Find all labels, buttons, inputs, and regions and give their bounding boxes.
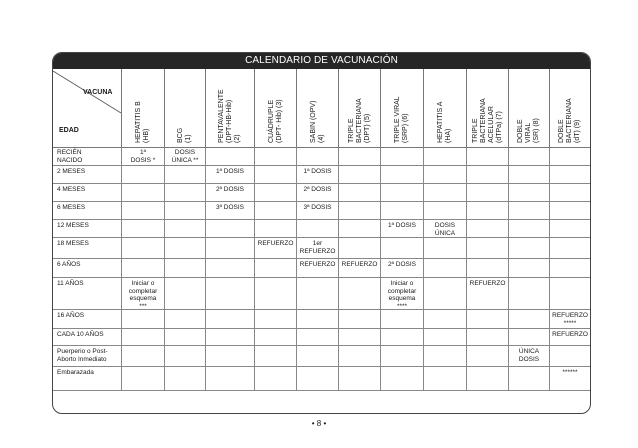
dose-cell (508, 202, 549, 219)
dose-cell (296, 220, 338, 237)
vaccine-header (164, 69, 205, 147)
dose-cell (296, 310, 338, 328)
vaccine-header-label: BCG (1) (177, 127, 192, 143)
dose-cell (508, 220, 549, 237)
header-corner (53, 69, 121, 147)
table-title: CALENDARIO DE VACUNACIÓN (53, 53, 590, 69)
vaccine-header (254, 69, 296, 147)
dose-cell (296, 329, 338, 345)
dose-cell (508, 147, 549, 165)
age-cell: 6 MESES (57, 204, 86, 211)
dose-cell (164, 238, 205, 258)
vaccine-header-label: DOBLE VIRAL (SR) (8) (517, 118, 540, 143)
dose-cell (380, 202, 423, 219)
table-row (53, 259, 590, 278)
edad-label: EDAD (59, 127, 79, 134)
dose-cell: DOSIS ÚNICA (423, 220, 466, 237)
vaccination-calendar-table (52, 52, 591, 414)
dose-cell (205, 220, 254, 237)
dose-cell (164, 310, 205, 328)
age-cell: 16 AÑOS (57, 312, 85, 319)
dose-cell: 3ª DOSIS (205, 202, 254, 219)
dose-cell (508, 238, 549, 258)
dose-cell: ÚNICA DOSIS (508, 346, 549, 366)
dose-cell (254, 310, 296, 328)
dose-cell (338, 184, 380, 201)
dose-cell (380, 166, 423, 183)
vaccine-header-label: HEPATITIS B (HB) (135, 101, 150, 143)
dose-cell (380, 367, 423, 390)
dose-cell (380, 184, 423, 201)
vaccine-header-label: SABIN (OPV) (4) (309, 100, 325, 143)
dose-cell (338, 166, 380, 183)
vaccine-header (205, 69, 254, 147)
vaccine-header-label: TRIPLE VIRAL (SRP) (6) (394, 96, 409, 143)
dose-cell (254, 147, 296, 165)
dose-cell (466, 202, 508, 219)
dose-cell: DOSIS ÚNICA ** (164, 147, 205, 165)
dose-cell (380, 238, 423, 258)
dose-cell (338, 238, 380, 258)
table-row (53, 166, 590, 184)
dose-cell (380, 329, 423, 345)
dose-cell (205, 310, 254, 328)
age-cell: 4 MESES (57, 186, 86, 193)
table-header (53, 69, 590, 148)
dose-cell (254, 346, 296, 366)
dose-cell: 2ª DOSIS (296, 184, 338, 201)
table-row (53, 202, 590, 220)
dose-cell: REFUERZO (466, 278, 508, 309)
table-row (53, 238, 590, 259)
dose-cell (423, 238, 466, 258)
dose-cell (121, 166, 164, 183)
vaccine-header (423, 69, 466, 147)
dose-cell (380, 147, 423, 165)
dose-cell (205, 346, 254, 366)
dose-cell (549, 147, 590, 165)
dose-cell (164, 367, 205, 390)
dose-cell (380, 310, 423, 328)
dose-cell (254, 259, 296, 277)
dose-cell (508, 278, 549, 309)
dose-cell (121, 259, 164, 277)
dose-cell (254, 220, 296, 237)
table-row (53, 278, 590, 310)
vaccine-header-label: PENTAVALENTE (DPT-HB-Hib) (2) (218, 89, 241, 143)
dose-cell (423, 329, 466, 345)
dose-cell (164, 259, 205, 277)
vaccine-header (338, 69, 380, 147)
dose-cell (254, 278, 296, 309)
dose-cell (508, 184, 549, 201)
dose-cell (549, 259, 590, 277)
dose-cell: REFUERZO (338, 259, 380, 277)
dose-cell (296, 346, 338, 366)
dose-cell (549, 278, 590, 309)
dose-cell (254, 329, 296, 345)
dose-cell: 2ª DOSIS (380, 259, 423, 277)
dose-cell (121, 329, 164, 345)
vaccine-header-label: TRIPLE BACTERIANA (DPT) (5) (347, 98, 371, 143)
dose-cell (338, 346, 380, 366)
dose-cell (338, 367, 380, 390)
dose-cell (254, 184, 296, 201)
dose-cell (121, 184, 164, 201)
dose-cell (121, 220, 164, 237)
dose-cell (380, 346, 423, 366)
vaccine-header-label: TRIPLE BACTERIANA ACELULAR (dTPa) (7) (471, 98, 503, 143)
dose-cell: 1ª DOSIS (205, 166, 254, 183)
dose-cell (338, 329, 380, 345)
dose-cell: Iniciar o completar esquema *** (121, 278, 164, 309)
corner-diagonal (53, 69, 121, 147)
vaccine-header (121, 69, 164, 147)
dose-cell (466, 329, 508, 345)
dose-cell: REFUERZO ***** (549, 310, 590, 328)
dose-cell (338, 202, 380, 219)
dose-cell (466, 220, 508, 237)
table-row (53, 346, 590, 367)
vaccine-header-label: DOBLE BACTERIANA (dT) (9) (558, 98, 581, 143)
table-row (53, 310, 590, 329)
vaccine-header (508, 69, 549, 147)
dose-cell: 1ª DOSIS * (121, 147, 164, 165)
dose-cell (423, 310, 466, 328)
dose-cell (205, 329, 254, 345)
dose-cell (296, 367, 338, 390)
dose-cell (205, 238, 254, 258)
dose-cell (423, 166, 466, 183)
dose-cell (121, 310, 164, 328)
dose-cell (423, 202, 466, 219)
dose-cell: 3ª DOSIS (296, 202, 338, 219)
age-cell: 11 AÑOS (57, 280, 84, 287)
dose-cell: REFUERZO (549, 329, 590, 345)
table-row (53, 329, 590, 346)
table-row (53, 367, 590, 391)
dose-cell (466, 310, 508, 328)
dose-cell (549, 220, 590, 237)
dose-cell (164, 184, 205, 201)
dose-cell (338, 220, 380, 237)
age-cell: Puerperio o Post- Aborto Inmediato (57, 348, 108, 363)
dose-cell (164, 278, 205, 309)
dose-cell: REFUERZO (296, 259, 338, 277)
dose-cell (164, 202, 205, 219)
age-cell: Embarazada (57, 369, 94, 376)
dose-cell (549, 202, 590, 219)
dose-cell (466, 367, 508, 390)
table-row (53, 220, 590, 238)
vacuna-label: VACUNA (83, 89, 113, 96)
vaccine-header (549, 69, 590, 147)
dose-cell (338, 278, 380, 309)
age-cell: 12 MESES (57, 222, 89, 229)
dose-cell (121, 202, 164, 219)
dose-cell (296, 278, 338, 309)
page-number: • 8 • (311, 419, 327, 428)
dose-cell (164, 329, 205, 345)
dose-cell: ****** (549, 367, 590, 390)
dose-cell: 2ª DOSIS (205, 184, 254, 201)
dose-cell (338, 147, 380, 165)
dose-cell (508, 259, 549, 277)
dose-cell (423, 259, 466, 277)
vaccine-header (380, 69, 423, 147)
table-row (53, 147, 590, 166)
table-row (53, 184, 590, 202)
vaccine-header-label: CUÁDRUPLE (DPT- Hib) (3) (267, 99, 283, 143)
dose-cell (549, 166, 590, 183)
dose-cell (205, 278, 254, 309)
dose-cell (121, 346, 164, 366)
dose-cell (466, 184, 508, 201)
dose-cell (549, 184, 590, 201)
dose-cell (508, 367, 549, 390)
dose-cell (466, 166, 508, 183)
age-cell: RECIÉN NACIDO (57, 149, 83, 164)
dose-cell (254, 202, 296, 219)
dose-cell (423, 367, 466, 390)
dose-cell (466, 238, 508, 258)
dose-cell: 1ª DOSIS (296, 166, 338, 183)
dose-cell (508, 310, 549, 328)
dose-cell: Iniciar o completar esquema **** (380, 278, 423, 309)
dose-cell (549, 238, 590, 258)
dose-cell (254, 166, 296, 183)
age-cell: CADA 10 AÑOS (57, 331, 104, 338)
dose-cell (164, 220, 205, 237)
dose-cell (466, 147, 508, 165)
dose-cell (466, 259, 508, 277)
dose-cell (549, 346, 590, 366)
dose-cell (205, 367, 254, 390)
dose-cell (508, 166, 549, 183)
dose-cell (254, 367, 296, 390)
dose-cell (164, 166, 205, 183)
age-cell: 6 AÑOS (57, 261, 81, 268)
age-cell: 2 MESES (57, 168, 86, 175)
dose-cell (121, 238, 164, 258)
dose-cell (121, 367, 164, 390)
age-cell: 18 MESES (57, 240, 89, 247)
dose-cell (296, 147, 338, 165)
dose-cell (466, 346, 508, 366)
dose-cell (205, 259, 254, 277)
dose-cell (508, 329, 549, 345)
dose-cell: 1er REFUERZO (296, 238, 338, 258)
dose-cell (338, 310, 380, 328)
vaccine-header (466, 69, 508, 147)
dose-cell (423, 278, 466, 309)
dose-cell (164, 346, 205, 366)
dose-cell (205, 147, 254, 165)
dose-cell: REFUERZO (254, 238, 296, 258)
vaccine-header-label: HEPATITIS A (HA) (437, 101, 452, 143)
dose-cell (423, 147, 466, 165)
vaccine-header (296, 69, 338, 147)
dose-cell (423, 346, 466, 366)
dose-cell (423, 184, 466, 201)
dose-cell: 1ª DOSIS (380, 220, 423, 237)
